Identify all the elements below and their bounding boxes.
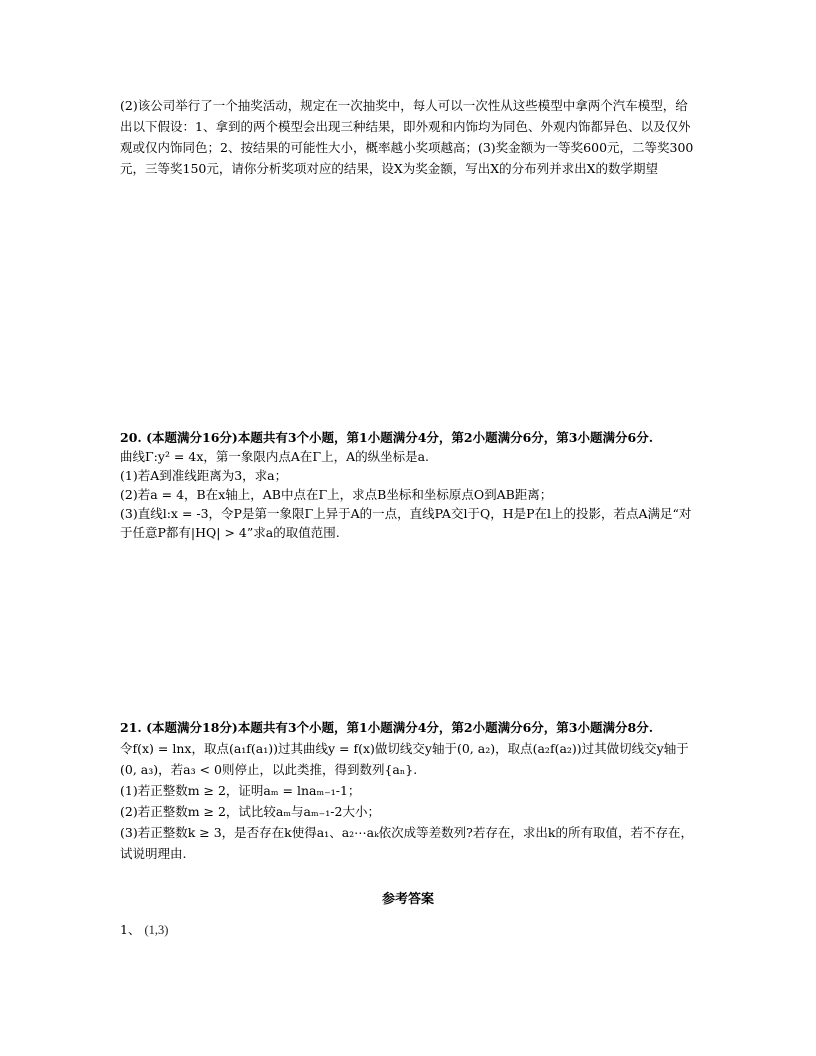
q21-part3: (3)若正整数k ≥ 3，是否存在k使得a₁、a₂⋯aₖ依次成等差数列?若存在，求出k的所有取值，若不存在，试说明理由. <box>120 825 693 861</box>
q21-part1: (1)若正整数m ≥ 2，证明aₘ = lnaₘ₋₁-1； <box>120 783 361 798</box>
q20-intro: 曲线Γ:y² = 4x，第一象限内点A在Γ上，A的纵坐标是a. <box>120 449 430 464</box>
q21-part2: (2)若正整数m ≥ 2，试比较aₘ与aₘ₋₁-2大小； <box>120 804 380 819</box>
question-20 <box>120 428 696 542</box>
q20-part3: (3)直线l:x = -3，令P是第一象限Γ上异于A的一点，直线PA交l于Q，H是P在l上的投影，若点A满足“对于任意P都有|HQ| > 4”求a的取值范围. <box>120 506 692 540</box>
q19-part2-text: (2)该公司举行了一个抽奖活动，规定在一次抽奖中，每人可以一次性从这些模型中拿两个汽车模型，给出以下假设：1、拿到的两个模型会出现三种结果，即外观和内饰均为同色、外观内饰都异色、以及仅外观或仅内饰同色；2、按结果的可能性大小，概率越小奖项越高；(3)奖金额为一等奖600元，二等奖300元，三等奖150元，请你分析奖项对应的结果，设X为奖金额，写出X的分布列并求出X的数学期望 <box>120 98 694 176</box>
answer-1 <box>120 920 168 938</box>
q20-heading: 20. (本题满分16分)本题共有3个小题，第1小题满分4分，第2小题满分6分，第3小题满分6分. <box>120 430 654 445</box>
answer-1-label: 1、 <box>120 922 141 937</box>
q20-part1: (1)若A到准线距离为3，求a； <box>120 468 288 483</box>
question-19-part-2 <box>120 95 696 179</box>
q20-part2: (2)若a = 4，B在x轴上，AB中点在Γ上，求点B坐标和坐标原点O到AB距离； <box>120 487 553 502</box>
answers-title: 参考答案 <box>381 892 434 907</box>
question-21 <box>120 717 696 864</box>
q21-heading: 21. (本题满分18分)本题共有3个小题，第1小题满分4分，第2小题满分6分，第3小题满分8分. <box>120 720 654 735</box>
answer-1-value: (1,3) <box>144 923 169 937</box>
q21-intro: 令f(x) = lnx，取点(a₁f(a₁))过其曲线y = f(x)做切线交y轴于(0, a₂)，取点(a₂f(a₂))过其做切线交y轴于(0, a₃)，若a₃ < 0则停止，以此类推，得到数列{aₙ}. <box>120 741 689 777</box>
